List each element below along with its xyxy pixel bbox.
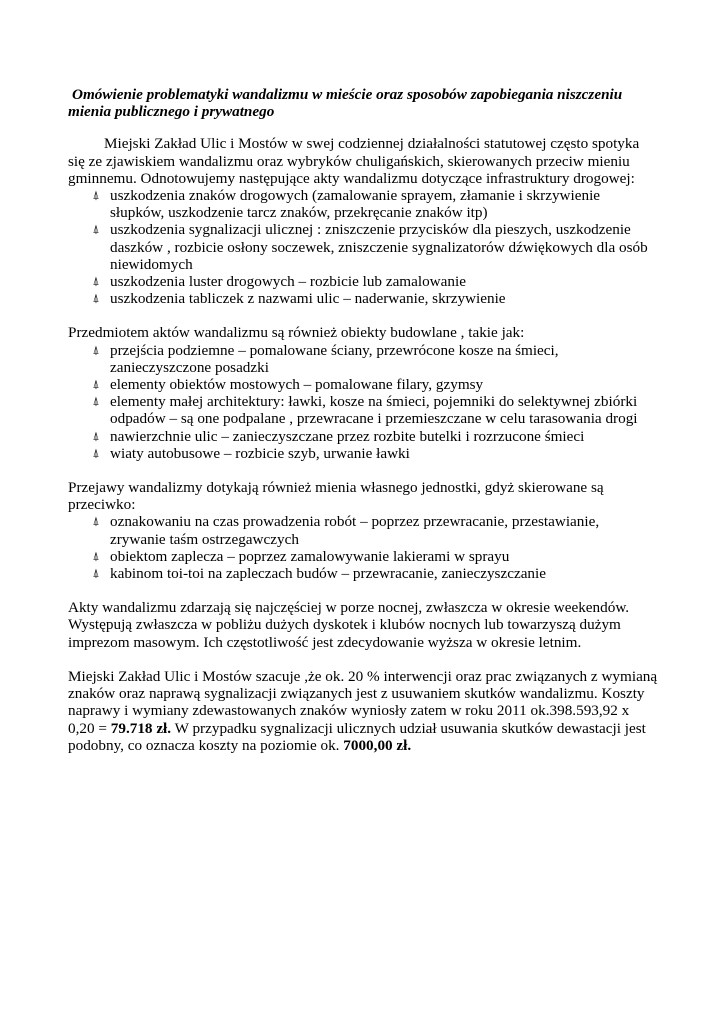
list-item xyxy=(92,513,658,548)
bullet-icon: ⍋ xyxy=(92,548,100,563)
list-item xyxy=(92,393,658,428)
list-item xyxy=(92,547,658,565)
spacer xyxy=(68,582,658,599)
paragraph-costs-text-2: W przypadku sygnalizacji ulicznych udział usuwania skutków dewastacji jest podobny, co oznacza koszty na poziomie ok. xyxy=(68,719,646,754)
section2-intro: Przedmiotem aktów wandalizmu są również obiekty budowlane , takie jak: xyxy=(68,324,525,342)
list-item-text: nawierzchnie ulic – zanieczyszczane przez rozbite butelki i rozrzucone śmieci xyxy=(110,427,585,445)
section1-intro: Miejski Zakład Ulic i Mostów w swej codziennej działalności statutowej często spotyka się ze zjawiskiem wandalizmu oraz wybryków chuligańskich, skierowanych przeciw mieniu gminnemu. Odnotowujemy następujące akty wandalizmu dotyczące infrastruktury drogowej: xyxy=(68,135,640,187)
list-item xyxy=(92,427,658,445)
paragraph-costs xyxy=(68,668,658,754)
paragraph-costs-text-1: Miejski Zakład Ulic i Mostów szacuje ,że ok. 20 % interwencji oraz prac związanych z wymianą znaków oraz naprawą sygnalizacji związanych jest z usuwaniem skutków wandalizmu. Koszty naprawy i wymiany zdewastowanych znaków wyniosły zatem w roku 2011 ok.398.593,92 x 0,20 = xyxy=(68,667,658,737)
bullet-icon: ⍋ xyxy=(92,514,100,529)
list-item-text: obiektom zaplecza – poprzez zamalowywanie lakierami w sprayu xyxy=(110,547,510,565)
spacer xyxy=(68,651,658,668)
bullet-icon: ⍋ xyxy=(92,222,100,237)
paragraph-timing: Akty wandalizmu zdarzają się najczęściej w porze nocnej, zwłaszcza w okresie weekendów. Występują zwłaszcza w pobliżu dużych dyskotek i klubów nocnych lub towarzyszą dużym imprezom masowym. Ich częstotliwość jest zdecydowanie wyższa w okresie letnim. xyxy=(68,599,630,651)
bullet-icon: ⍋ xyxy=(92,394,100,409)
list-item-text: uszkodzenia znaków drogowych (zamalowanie sprayem, złamanie i skrzywienie słupków, uszkodzenie tarcz znaków, przekręcanie znaków itp) xyxy=(110,187,601,222)
bullet-icon: ⍋ xyxy=(92,291,100,306)
list-item xyxy=(92,273,658,291)
list-item-text: elementy obiektów mostowych – pomalowane filary, gzymsy xyxy=(110,376,484,394)
bullet-icon: ⍋ xyxy=(92,445,100,460)
bullet-icon: ⍋ xyxy=(92,377,100,392)
list-item xyxy=(92,187,658,222)
list-item-text: elementy małej architektury: ławki, kosze na śmieci, pojemniki do selektywnej zbiórki odpadów – są one podpalane , przewracane i przemieszczane w celu tarasowania drogi xyxy=(110,393,638,428)
signals-cost-amount: 7000,00 zł. xyxy=(343,736,412,754)
list-item-text: uszkodzenia tabliczek z nazwami ulic – naderwanie, skrzywienie xyxy=(110,290,506,308)
spacer xyxy=(68,462,658,479)
list-item-text: uszkodzenia luster drogowych – rozbicie lub zamalowanie xyxy=(110,273,466,291)
list-item xyxy=(92,341,658,376)
list-item-text: wiaty autobusowe – rozbicie szyb, urwanie ławki xyxy=(110,444,410,462)
signs-cost-amount: 79.718 zł. xyxy=(110,719,172,737)
section3-intro: Przejawy wandalizmy dotykają również mienia własnego jednostki, gdyż skierowane są przeciwko: xyxy=(68,479,604,514)
spacer xyxy=(68,307,658,324)
section3-list xyxy=(68,513,658,582)
bullet-icon: ⍋ xyxy=(92,188,100,203)
list-item-text: przejścia podziemne – pomalowane ściany, przewrócone kosze na śmieci, zanieczyszczone posadzki xyxy=(110,341,559,376)
document-page xyxy=(68,86,658,754)
list-item xyxy=(92,565,658,583)
list-item-text: oznakowaniu na czas prowadzenia robót – poprzez przewracanie, przestawianie, zrywanie taśm ostrzegawczych xyxy=(110,513,600,548)
bullet-icon: ⍋ xyxy=(92,274,100,289)
list-item xyxy=(92,221,658,273)
section1-list xyxy=(68,187,658,307)
list-item xyxy=(92,376,658,394)
list-item xyxy=(92,444,658,462)
list-item-text: kabinom toi-toi na zapleczach budów – przewracanie, zanieczyszczanie xyxy=(110,565,546,583)
list-item-text: uszkodzenia sygnalizacji ulicznej : zniszczenie przycisków dla pieszych, uszkodzenie daszków , rozbicie osłony soczewek, zniszczenie sygnalizatorów dźwiękowych dla osób niewidomych xyxy=(110,221,648,273)
list-item xyxy=(92,290,658,308)
section2-list xyxy=(68,342,658,462)
bullet-icon: ⍋ xyxy=(92,342,100,357)
bullet-icon: ⍋ xyxy=(92,566,100,581)
document-title: Omówienie problematyki wandalizmu w mieście oraz sposobów zapobiegania niszczeniu mienia publicznego i prywatnego xyxy=(68,86,623,121)
bullet-icon: ⍋ xyxy=(92,428,100,443)
